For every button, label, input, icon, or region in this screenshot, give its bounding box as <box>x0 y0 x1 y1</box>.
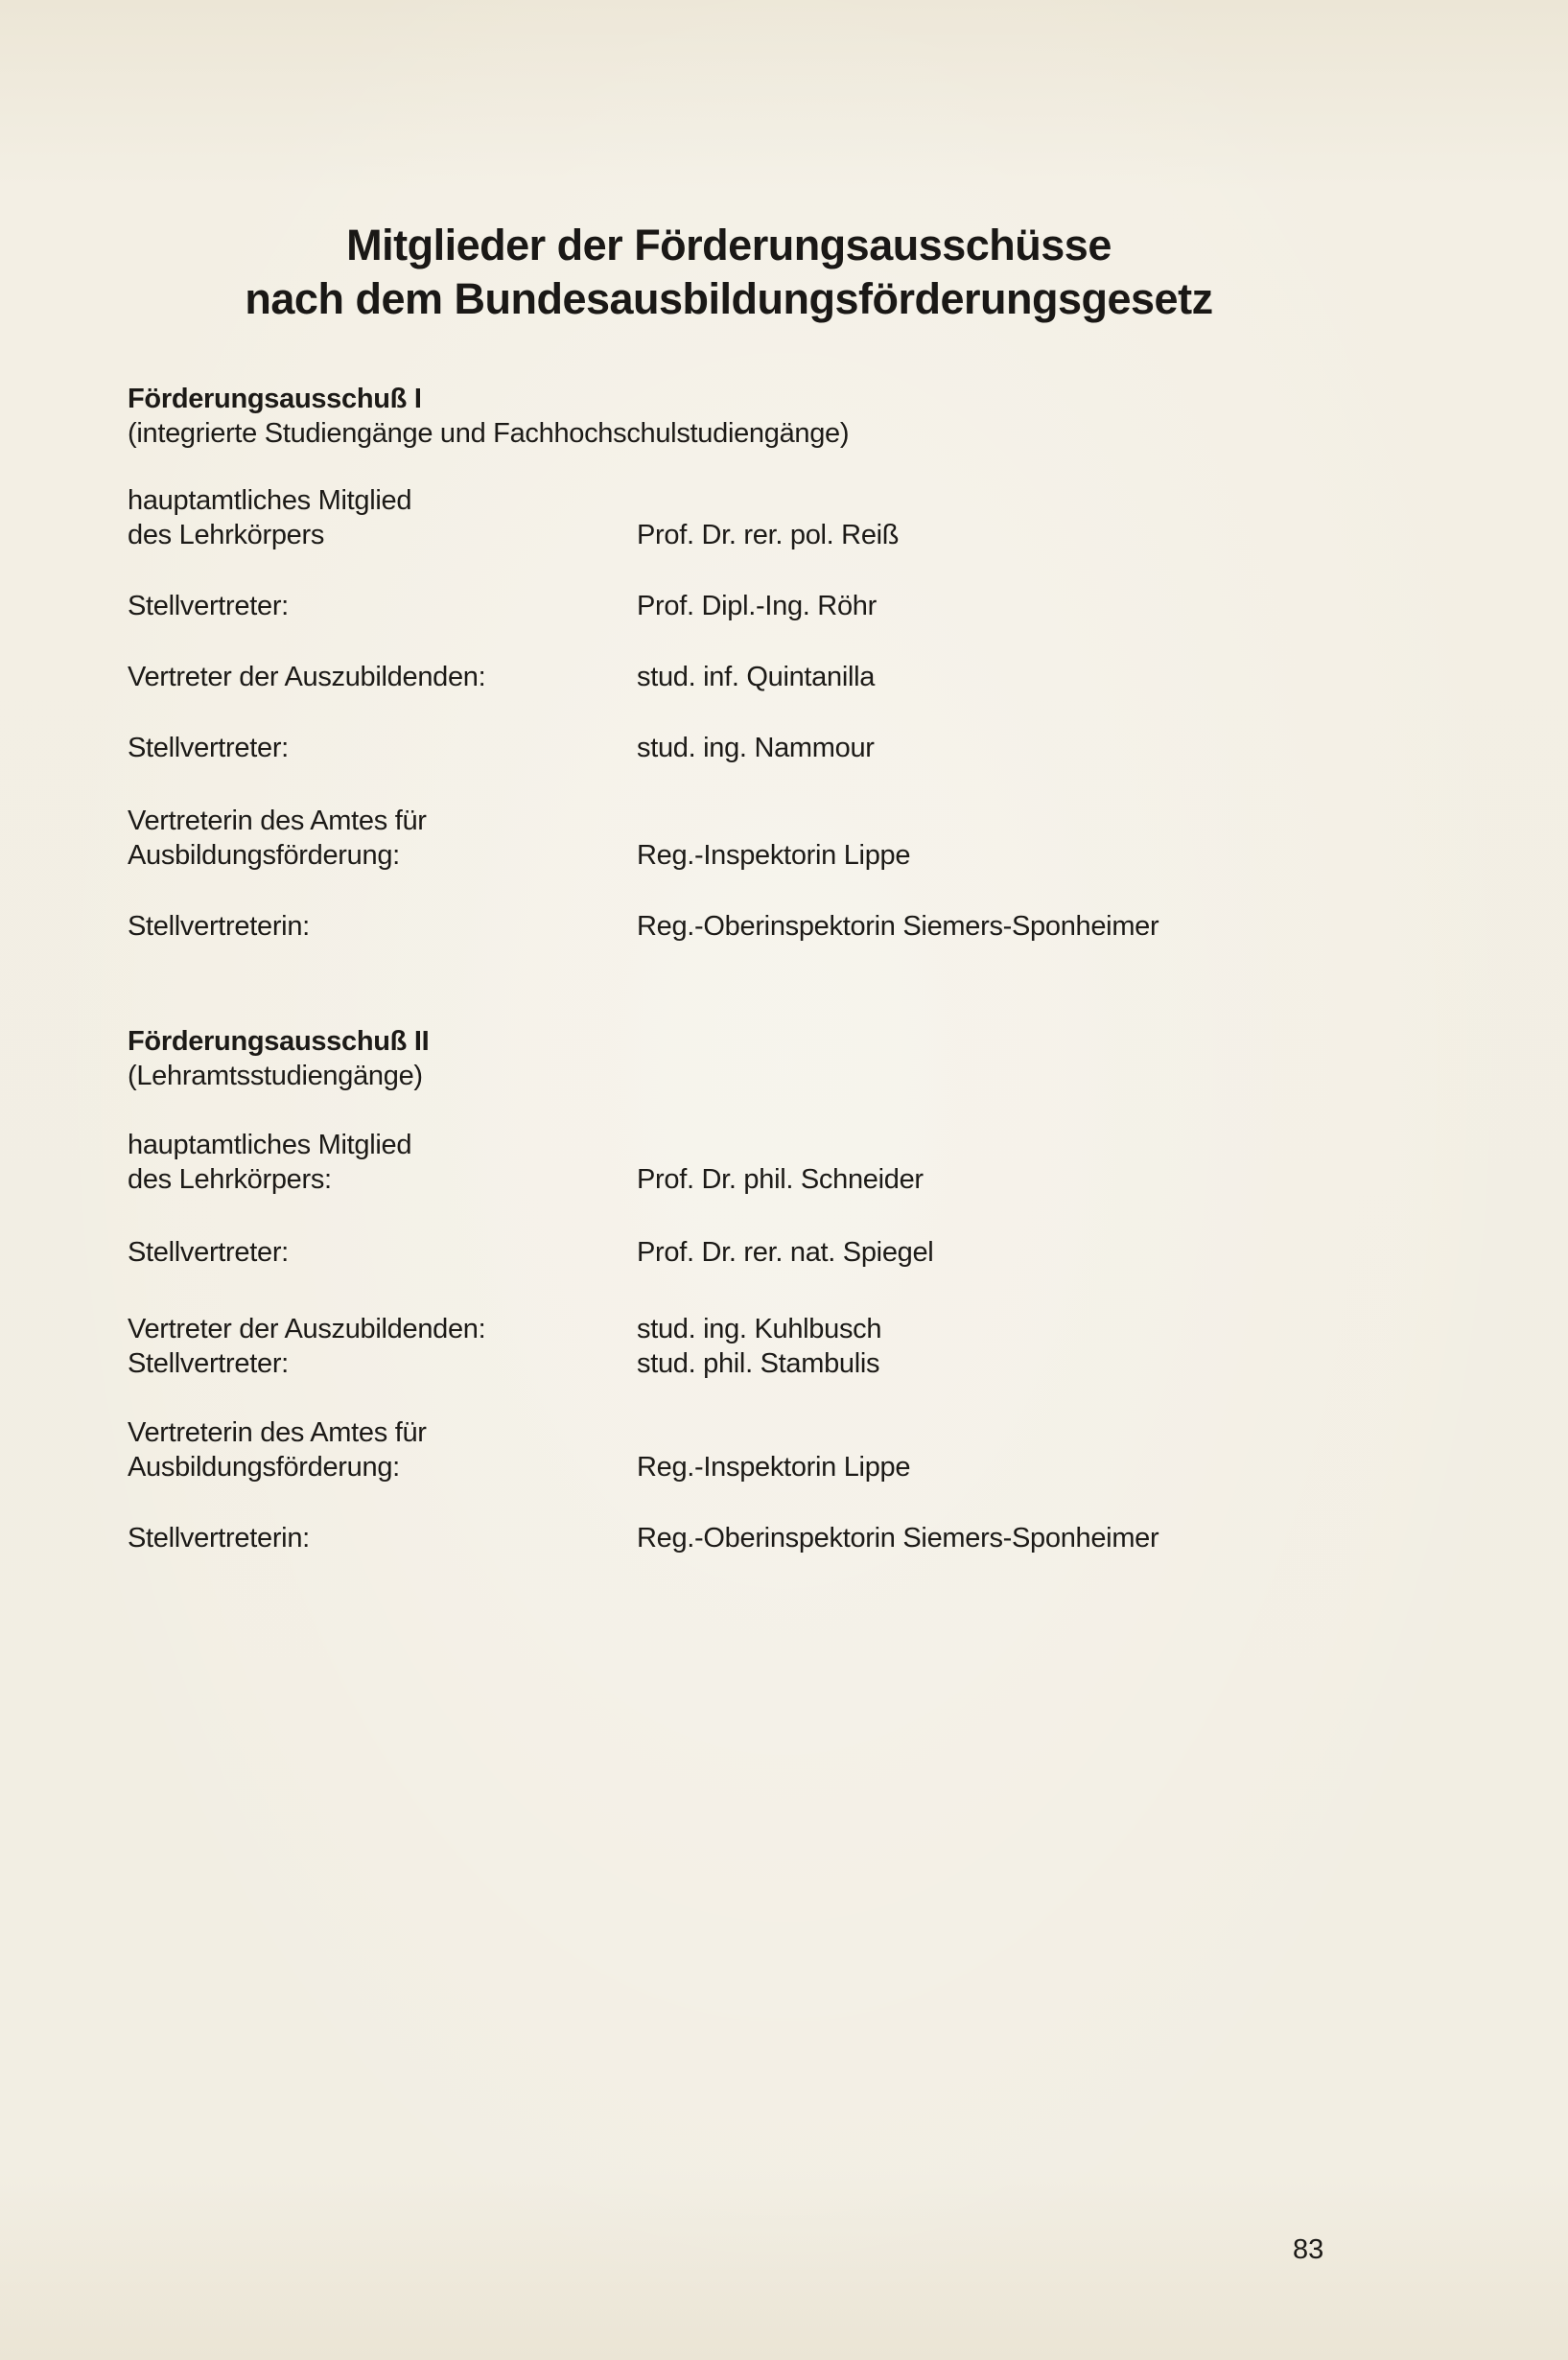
committee-2-subtitle: (Lehramtsstudiengänge) <box>128 1061 423 1091</box>
member-person <box>637 838 1385 873</box>
member-person <box>637 1450 1385 1484</box>
committee-1-subtitle: (integrierte Studiengänge und Fachhochschulstudiengänge) <box>128 418 850 449</box>
member-person <box>637 731 1385 765</box>
page-title-line-1: Mitglieder der Förderungsausschüsse <box>346 221 1112 269</box>
page-number: 83 <box>1293 2234 1324 2265</box>
member-person <box>637 1235 1385 1270</box>
member-role <box>128 1128 626 1197</box>
member-role <box>128 1521 626 1555</box>
page-title-line-2: nach dem Bundesausbildungsförderungsgesetz <box>245 274 1213 323</box>
member-person <box>637 1312 1385 1381</box>
member-person <box>637 518 1385 552</box>
member-role-line: Vertreter der Auszubildenden: <box>128 662 486 692</box>
member-role <box>128 1235 626 1270</box>
member-person-line: stud. ing. Kuhlbusch <box>637 1314 882 1344</box>
member-person <box>637 1162 1385 1197</box>
member-role-line: Vertreter der Auszubildenden: <box>128 1314 486 1344</box>
member-person-line: Reg.-Oberinspektorin Siemers-Sponheimer <box>637 1523 1159 1554</box>
member-role-line: hauptamtliches Mitglied <box>128 1130 412 1160</box>
member-role-line: des Lehrkörpers: <box>128 1164 332 1195</box>
member-person-line: stud. ing. Nammour <box>637 733 875 763</box>
committee-2-name: Förderungsausschuß II <box>128 1026 430 1057</box>
page-title <box>0 219 1458 326</box>
member-role <box>128 909 626 944</box>
member-role-line: Stellvertreter: <box>128 591 289 621</box>
member-role-line: des Lehrkörpers <box>128 520 325 550</box>
member-role-line: Ausbildungsförderung: <box>128 1452 400 1483</box>
member-role <box>128 660 626 694</box>
member-role <box>128 804 626 873</box>
committee-section-1 <box>128 382 1374 942</box>
member-role <box>128 483 626 552</box>
committee-section-2 <box>128 1024 1374 1554</box>
member-person <box>637 909 1385 944</box>
member-role-line: Ausbildungsförderung: <box>128 840 400 871</box>
committee-1-name: Förderungsausschuß I <box>128 384 422 414</box>
member-role-line: hauptamtliches Mitglied <box>128 485 412 516</box>
committee-1-heading <box>128 382 1374 451</box>
member-person-line: stud. phil. Stambulis <box>637 1348 880 1379</box>
member-person-line: Reg.-Inspektorin Lippe <box>637 1452 911 1483</box>
member-role-line: Stellvertreterin: <box>128 1523 310 1554</box>
member-person <box>637 660 1385 694</box>
member-role <box>128 1415 626 1484</box>
member-person-line: Reg.-Inspektorin Lippe <box>637 840 911 871</box>
member-person-line: Prof. Dr. rer. nat. Spiegel <box>637 1237 934 1268</box>
member-role-line: Stellvertreter: <box>128 1237 289 1268</box>
member-role-line: Stellvertreterin: <box>128 911 310 942</box>
member-person-line: Prof. Dipl.-Ing. Röhr <box>637 591 877 621</box>
committee-2-heading <box>128 1024 1374 1093</box>
member-role-line: Stellvertreter: <box>128 733 289 763</box>
member-role-line: Vertreterin des Amtes für <box>128 806 427 836</box>
member-person-line: Reg.-Oberinspektorin Siemers-Sponheimer <box>637 911 1159 942</box>
member-role <box>128 589 626 623</box>
member-person-line: Prof. Dr. phil. Schneider <box>637 1164 924 1195</box>
member-person-line: Prof. Dr. rer. pol. Reiß <box>637 520 900 550</box>
member-person <box>637 1521 1385 1555</box>
member-role-line: Stellvertreter: <box>128 1348 289 1379</box>
member-role-line: Vertreterin des Amtes für <box>128 1417 427 1448</box>
member-role <box>128 731 626 765</box>
member-role <box>128 1312 626 1381</box>
member-person-line: stud. inf. Quintanilla <box>637 662 876 692</box>
member-person <box>637 589 1385 623</box>
